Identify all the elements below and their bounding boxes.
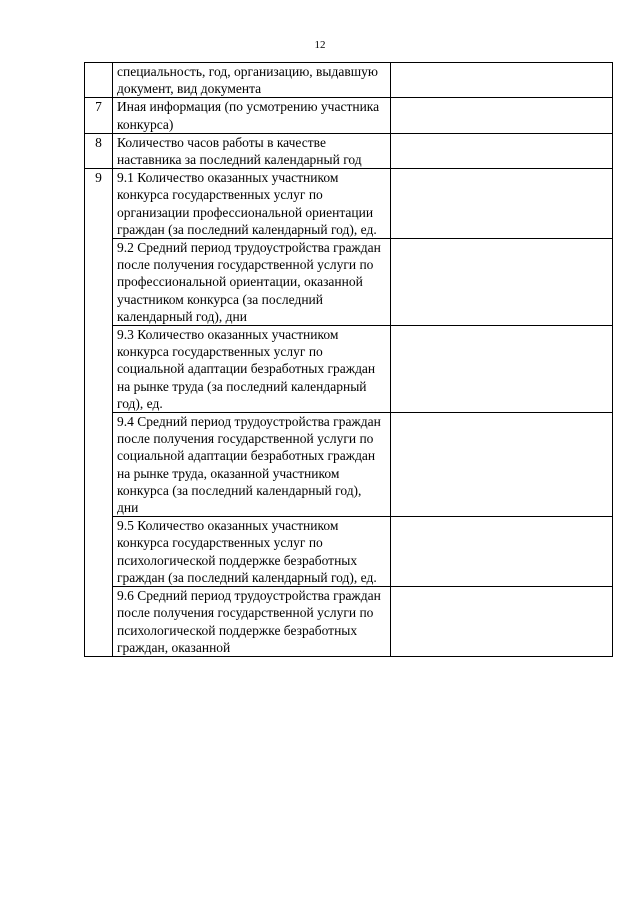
- row-description: 9.5 Количество оказанных участником конкурса государственных услуг по психологической поддержке безработных граждан (за последний календарный год), ед.: [113, 517, 391, 587]
- row-description: 9.2 Средний период трудоустройства граждан после получения государственной услуги по профессиональной ориентации, оказанной участником конкурса (за последний календарный год), дни: [113, 239, 391, 326]
- row-description: 9.4 Средний период трудоустройства граждан после получения государственной услуги по социальной адаптации безработных граждан на рынке труда, оказанной участником конкурса (за последний календарный год), дни: [113, 413, 391, 517]
- questionnaire-table: [84, 62, 613, 657]
- table-row: [85, 587, 613, 657]
- row-number: 9: [85, 169, 113, 657]
- row-value-cell[interactable]: [391, 413, 613, 517]
- row-value-cell[interactable]: [391, 169, 613, 239]
- table-row: [85, 326, 613, 413]
- row-number: [85, 63, 113, 98]
- row-value-cell[interactable]: [391, 98, 613, 133]
- row-description: 9.1 Количество оказанных участником конкурса государственных услуг по организации профессиональной ориентации граждан (за последний календарный год), ед.: [113, 169, 391, 239]
- row-value-cell[interactable]: [391, 63, 613, 98]
- table-row: [85, 239, 613, 326]
- row-number: 8: [85, 133, 113, 168]
- row-description: 9.6 Средний период трудоустройства граждан после получения государственной услуги по психологической поддержке безработных граждан, оказанной: [113, 587, 391, 657]
- row-description: специальность, год, организацию, выдавшую документ, вид документа: [113, 63, 391, 98]
- table-row: [85, 413, 613, 517]
- table-row: [85, 169, 613, 239]
- page-number: 12: [314, 39, 326, 51]
- row-value-cell[interactable]: [391, 239, 613, 326]
- row-value-cell[interactable]: [391, 326, 613, 413]
- table-row: [85, 133, 613, 168]
- row-value-cell[interactable]: [391, 133, 613, 168]
- row-description: Иная информация (по усмотрению участника конкурса): [113, 98, 391, 133]
- row-value-cell[interactable]: [391, 517, 613, 587]
- table-row: [85, 98, 613, 133]
- table-row: [85, 63, 613, 98]
- table-row: [85, 517, 613, 587]
- row-description: 9.3 Количество оказанных участником конкурса государственных услуг по социальной адаптации безработных граждан на рынке труда (за последний календарный год), ед.: [113, 326, 391, 413]
- row-description: Количество часов работы в качестве наставника за последний календарный год: [113, 133, 391, 168]
- row-number: 7: [85, 98, 113, 133]
- row-value-cell[interactable]: [391, 587, 613, 657]
